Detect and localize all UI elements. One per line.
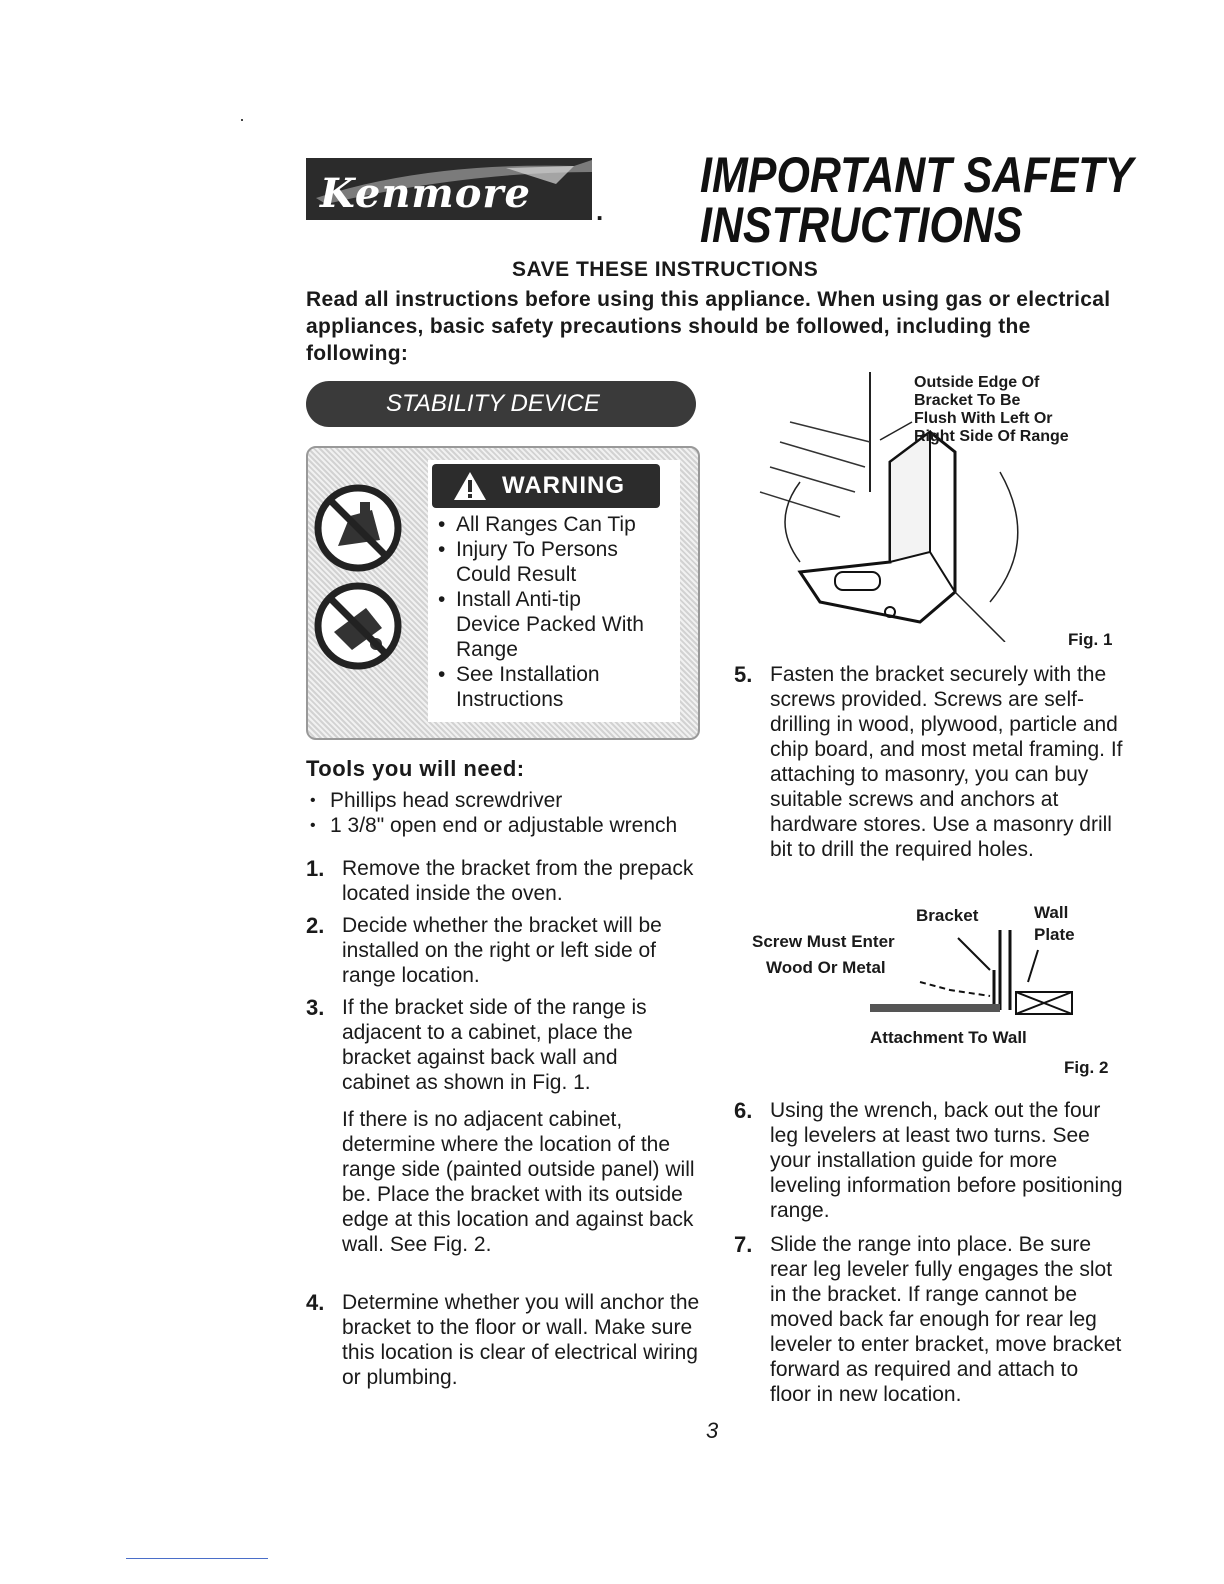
step-text: Slide the range into place. Be sure rear leg leveler fully engages the slot in the bracket. If range cannot be moved back far enough for rear leg leveler to enter bracket, move bracket forward as required and attach to floor in new location.	[770, 1233, 1122, 1406]
step-number: 3.	[306, 995, 325, 1020]
step-3-extra: If there is no adjacent cabinet, determine where the location of the range side (painted outside panel) will be. Place the bracket with its outside edge at this location and against back wall. See Fig. 2.	[342, 1108, 695, 1256]
warning-item: Instructions	[456, 688, 564, 711]
warning-item: • Install Anti-tip	[436, 587, 676, 612]
no-tipping-icon	[310, 480, 406, 576]
tools-heading: Tools you will need:	[306, 756, 525, 781]
warning-label-text: WARNING	[502, 472, 625, 499]
kenmore-logo	[306, 158, 592, 220]
page-title-line2: INSTRUCTIONS	[700, 197, 1023, 253]
step-text: Remove the bracket from the prepack located inside the oven.	[342, 857, 694, 905]
page-number: 3	[706, 1418, 719, 1443]
page-title-line1: IMPORTANT SAFETY	[700, 147, 1134, 203]
warning-item: Device Packed With	[456, 613, 644, 636]
fig2-bracket-label: Bracket	[916, 906, 979, 925]
warning-list	[436, 512, 676, 712]
tools-list	[306, 788, 677, 838]
warning-item: • Injury To Persons	[436, 537, 676, 562]
step-text: If the bracket side of the range is adjacent to a cabinet, place the bracket against back wall and cabinet as shown in Fig. 1.	[342, 996, 647, 1094]
tool-item: • 1 3/8" open end or adjustable wrench	[306, 813, 677, 838]
logo-text: Kenmore	[320, 170, 531, 217]
stability-banner	[306, 381, 696, 427]
step-text: Decide whether the bracket will be installed on the right or left side of range location.	[342, 914, 662, 987]
step-number: 4.	[306, 1290, 325, 1315]
stability-banner-text: STABILITY DEVICE	[386, 390, 600, 417]
logo-dot: .	[596, 196, 604, 226]
save-heading: SAVE THESE INSTRUCTIONS	[512, 258, 819, 281]
warning-item: Could Result	[456, 563, 577, 586]
fig2-screw-label: Screw Must Enter	[752, 932, 895, 951]
warning-item: • All Ranges Can Tip	[436, 512, 676, 537]
tool-item: • Phillips head screwdriver	[306, 788, 677, 813]
step-number: 6.	[734, 1098, 753, 1123]
no-range-tip-icon	[310, 578, 406, 674]
warning-item: • See Installation	[436, 662, 676, 687]
step-text: Determine whether you will anchor the bracket to the floor or wall. Make sure this location is clear of electrical wiring or plumbing.	[342, 1291, 700, 1389]
step-number: 2.	[306, 913, 325, 938]
fig1-callout: Outside Edge Of Bracket To Be Flush With Left Or Right Side Of Range	[914, 374, 1069, 445]
fig2-caption: Attachment To Wall	[870, 1028, 1027, 1047]
fig2-wall-plate-label: Wall Plate	[1034, 903, 1075, 944]
step-text: Using the wrench, back out the four leg levelers at least two turns. See your installation guide for more leveling information before positioning range.	[770, 1099, 1123, 1222]
stray-mark	[241, 119, 243, 121]
warning-item: Range	[456, 638, 518, 661]
warning-label	[432, 464, 660, 508]
fig2-label: Fig. 2	[1064, 1058, 1109, 1077]
step-number: 5.	[734, 662, 753, 687]
intro-text: Read all instructions before using this appliance. When using gas or electrical appliances, basic safety precautions should be followed, including the following:	[306, 288, 1111, 365]
footer-rule	[126, 1558, 268, 1559]
fig2-wood-label: Wood Or Metal	[766, 958, 886, 977]
fig1-label: Fig. 1	[1068, 630, 1113, 649]
step-number: 7.	[734, 1232, 753, 1257]
warning-triangle-icon	[452, 470, 488, 502]
step-number: 1.	[306, 856, 325, 881]
step-text: Fasten the bracket securely with the screws provided. Screws are self-drilling in wood, plywood, particle and chip board, and most metal framing. If attaching to masonry, you can buy suitable screws and anchors at hardware stores. Use a masonry drill bit to drill the required holes.	[770, 663, 1123, 861]
